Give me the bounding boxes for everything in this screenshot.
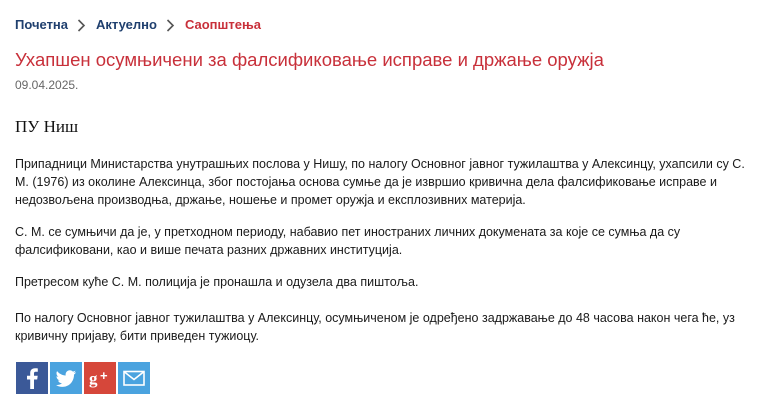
twitter-icon bbox=[50, 362, 82, 394]
breadcrumb-news-link[interactable]: Актуелно bbox=[96, 17, 157, 32]
svg-text:g: g bbox=[89, 369, 98, 388]
article-organization: ПУ Ниш bbox=[15, 117, 79, 136]
share-google-plus-button[interactable] bbox=[84, 362, 116, 394]
article-paragraph: С. М. се сумњичи да је, у претходном периоду, набавио пет иностраних личних докумената за које се сумња да су фалсификовани, као и више печата разних државних институција. bbox=[15, 225, 681, 257]
share-bar bbox=[16, 362, 150, 394]
share-twitter-button[interactable] bbox=[50, 362, 82, 394]
email-icon bbox=[118, 362, 150, 394]
article-date: 09.04.2025. bbox=[15, 78, 79, 92]
article-paragraph: По налогу Основног јавног тужилаштва у Алексинцу, осумњиченом је одређено задржавање до 48 часова након чега ће, уз кривичну пријаву, бити приведен тужиоцу. bbox=[15, 311, 735, 343]
breadcrumb-home-link[interactable]: Почетна bbox=[15, 17, 69, 32]
article-paragraph: Припадници Министарства унутрашњих послова у Нишу, по налогу Основног јавног тужилаштва у Алексинцу, ухапсили су С. М. (1976) из околине Алексинца, због постојања основа сумње да је извршио кривична дела фалсификовање исправе и недозвољена производња, држање, ношење и промет оружја и експлозивних материја. bbox=[15, 157, 745, 207]
share-email-button[interactable] bbox=[118, 362, 150, 394]
chevron-right-icon bbox=[74, 18, 90, 32]
breadcrumb bbox=[15, 17, 261, 32]
article-title: Ухапшен осумњичени за фалсификовање исправе и држање оружја bbox=[15, 49, 604, 70]
chevron-right-icon bbox=[163, 18, 179, 32]
article-paragraph: Претресом куће С. М. полиција је пронашла и одузела два пиштоља. bbox=[15, 275, 419, 289]
facebook-icon bbox=[16, 362, 48, 394]
google-plus-icon bbox=[84, 362, 116, 394]
svg-text:+: + bbox=[100, 368, 108, 383]
share-facebook-button[interactable] bbox=[16, 362, 48, 394]
breadcrumb-press-releases-link[interactable]: Саопштења bbox=[184, 17, 261, 32]
